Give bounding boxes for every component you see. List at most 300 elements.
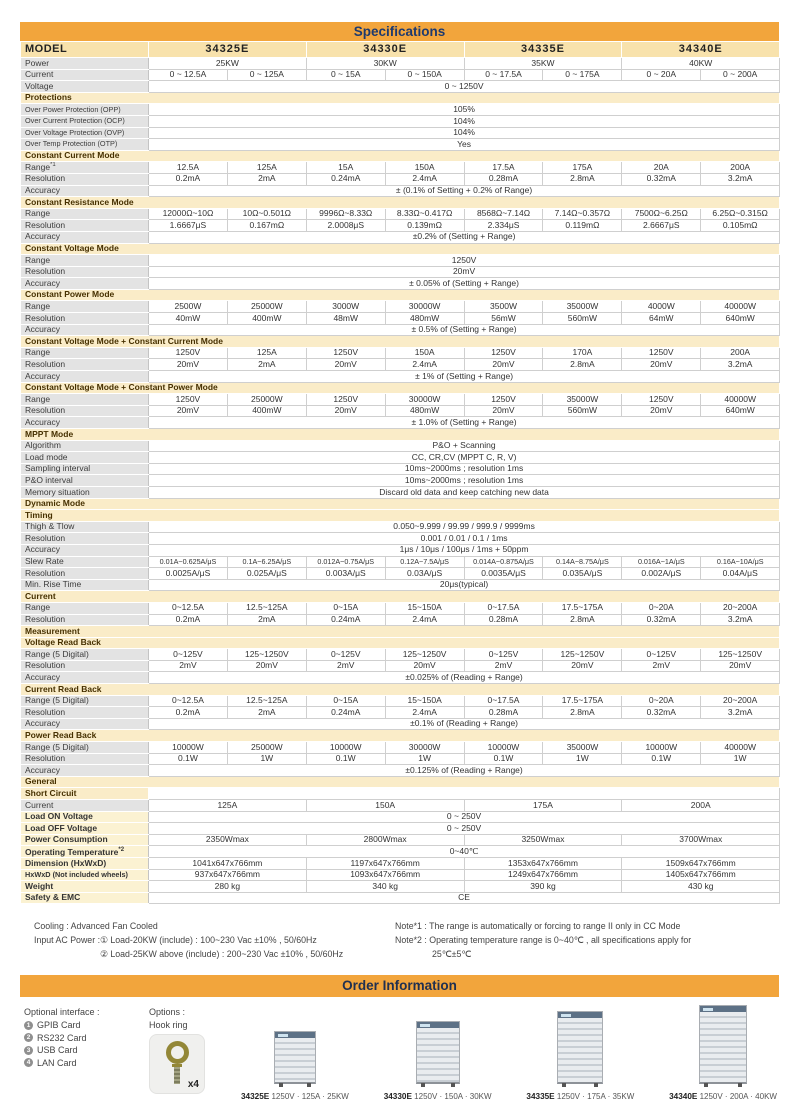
row-label xyxy=(21,440,149,452)
table-row xyxy=(21,440,780,452)
spec-value: 2.8mA xyxy=(543,173,622,185)
empty-cell xyxy=(149,788,780,800)
table-row xyxy=(21,614,780,626)
model-name: 34330E xyxy=(306,42,464,58)
table-row xyxy=(21,92,780,104)
spec-value: 2350Wmax xyxy=(149,834,307,846)
numbered-circle-icon: 1 xyxy=(24,1021,33,1030)
spec-value: 0.050~9.999 / 99.99 / 999.9 / 9999ms xyxy=(149,521,780,533)
row-label-text: Power Consumption xyxy=(25,834,108,845)
table-row xyxy=(21,637,780,649)
spec-value: 125A xyxy=(227,347,306,359)
product-description: 1250V · 175A · 35KW xyxy=(556,1092,635,1102)
table-row xyxy=(21,69,780,81)
spec-value: 2.8mA xyxy=(543,359,622,371)
spec-value: 2.4mA xyxy=(385,614,464,626)
row-label xyxy=(21,347,149,359)
section-header: Voltage Read Back xyxy=(21,637,780,649)
table-row xyxy=(21,742,780,754)
spec-value: 20mV xyxy=(701,660,780,672)
spec-value: 10ms~2000ms ; resolution 1ms xyxy=(149,475,780,487)
spec-value: 0.24mA xyxy=(306,614,385,626)
product-cabinet-image xyxy=(274,1031,316,1084)
spec-value: 480mW xyxy=(385,405,464,417)
spec-value: 480mW xyxy=(385,313,464,325)
table-row xyxy=(21,197,780,209)
input-power-line2: ② Load-25KW above (include) : 200~230 Vac ±10% , 50/60Hz xyxy=(100,948,344,959)
table-row xyxy=(21,81,780,93)
table-row xyxy=(21,649,780,661)
spec-value: 0.28mA xyxy=(464,614,543,626)
spec-value: 1μs / 10μs / 100μs / 1ms + 50ppm xyxy=(149,544,780,556)
row-label-text: Range xyxy=(25,301,51,311)
section-header: Constant Voltage Mode + Constant Current Mode xyxy=(21,336,780,348)
spec-value: 125~1250V xyxy=(227,649,306,661)
product-cabinet-part xyxy=(278,1034,288,1037)
spec-value: 0.139mΩ xyxy=(385,220,464,232)
spec-value: 105% xyxy=(149,104,780,116)
spec-value: 0.16A~10A/μS xyxy=(701,556,780,568)
row-label xyxy=(21,359,149,371)
spec-value: 1250V xyxy=(306,347,385,359)
spec-value: ±0.125% of (Reading + Range) xyxy=(149,765,780,777)
spec-value: 17.5~175A xyxy=(543,695,622,707)
hook-ring-icon xyxy=(166,1041,189,1064)
spec-value: 0~125V xyxy=(464,649,543,661)
row-label xyxy=(21,220,149,232)
spec-value: ±0.2% of (Setting + Range) xyxy=(149,231,780,243)
spec-value: 20mV xyxy=(149,266,780,278)
table-row xyxy=(21,278,780,290)
table-row xyxy=(21,684,780,696)
interface-card-item xyxy=(24,1020,149,1030)
spec-value: 3.2mA xyxy=(701,707,780,719)
spec-value: 40000W xyxy=(701,742,780,754)
table-row xyxy=(21,707,780,719)
table-row xyxy=(21,324,780,336)
spec-value: 1509x647x766mm xyxy=(622,857,780,869)
table-row xyxy=(21,429,780,441)
spec-value: 104% xyxy=(149,115,780,127)
spec-value: 2mV xyxy=(149,660,228,672)
spec-value: 0~125V xyxy=(306,649,385,661)
row-label-text: Resolution xyxy=(25,266,66,277)
spec-value: 3500W xyxy=(464,301,543,313)
table-row xyxy=(21,417,780,429)
spec-value: 20mV xyxy=(543,660,622,672)
product xyxy=(669,1005,777,1101)
spec-value: 390 kg xyxy=(464,881,622,893)
row-label xyxy=(21,463,149,475)
row-label-text: HxWxD (Not included wheels) xyxy=(25,869,128,879)
spec-value: 0~12.5A xyxy=(149,602,228,614)
spec-value: 0.32mA xyxy=(622,614,701,626)
model-name: 34340E xyxy=(622,42,780,58)
spec-value: 0.012A~0.75A/μS xyxy=(306,556,385,568)
table-row xyxy=(21,313,780,325)
spec-value: 3250Wmax xyxy=(464,834,622,846)
interface-card-item xyxy=(24,1033,149,1043)
product-cabinet-part xyxy=(738,1083,742,1087)
row-label xyxy=(21,231,149,243)
product-cabinet-part xyxy=(279,1083,283,1087)
spec-value: 20mV xyxy=(385,660,464,672)
section-header: Constant Current Mode xyxy=(21,150,780,162)
row-label xyxy=(21,452,149,464)
product-cabinet-part xyxy=(307,1083,311,1087)
spec-value: 0.1A~6.25A/μS xyxy=(227,556,306,568)
spec-value: 10000W xyxy=(306,742,385,754)
spec-value: 0~20A xyxy=(622,602,701,614)
table-row xyxy=(21,823,780,835)
spec-value: 0.035A/μS xyxy=(543,568,622,580)
optional-interface-list xyxy=(20,1005,149,1101)
row-label xyxy=(21,475,149,487)
spec-value: 0.28mA xyxy=(464,707,543,719)
spec-value: 20mV xyxy=(306,405,385,417)
spec-value: 20mV xyxy=(622,359,701,371)
table-row xyxy=(21,231,780,243)
product-cabinet-part xyxy=(421,1083,425,1087)
note-2: Note*2 : Operating temperature range is 0~40℃ , all specifications apply for xyxy=(395,934,692,945)
row-label-text: Min. Rise Time xyxy=(25,579,82,590)
table-row xyxy=(21,394,780,406)
row-label-text: Range (5 Digital) xyxy=(25,648,89,659)
spec-value: 6.25Ω~0.315Ω xyxy=(701,208,780,220)
cooling-note: Cooling : Advanced Fan Cooled xyxy=(34,921,158,932)
spec-value: 10000W xyxy=(622,742,701,754)
spec-value: 12.5A xyxy=(149,162,228,174)
table-row xyxy=(21,115,780,127)
options-item-label: Hook ring xyxy=(149,1020,188,1031)
product-model: 34325E xyxy=(241,1092,270,1102)
product-description: 1250V · 125A · 25KW xyxy=(271,1092,349,1102)
spec-value: 2.4mA xyxy=(385,707,464,719)
row-label-text: Range (5 Digital) xyxy=(25,741,89,752)
spec-value: 1W xyxy=(227,753,306,765)
spec-value: 3700Wmax xyxy=(622,834,780,846)
spec-value: 1250V xyxy=(306,394,385,406)
spec-value: 200A xyxy=(701,162,780,174)
spec-value: 1405x647x766mm xyxy=(622,869,780,881)
spec-value: 40000W xyxy=(701,394,780,406)
hook-ring-icon xyxy=(174,1067,180,1084)
spec-value: 35000W xyxy=(543,394,622,406)
row-label-text: Accuracy xyxy=(25,718,60,729)
spec-value: 10000W xyxy=(149,742,228,754)
spec-value: 3.2mA xyxy=(701,614,780,626)
model-label: MODEL xyxy=(21,42,149,58)
numbered-circle-icon: 2 xyxy=(24,1033,33,1042)
row-label-text: Accuracy xyxy=(25,370,60,381)
interface-card-label: LAN Card xyxy=(37,1057,77,1068)
row-label-text: Accuracy xyxy=(25,416,60,427)
spec-value: 2.8mA xyxy=(543,707,622,719)
table-row xyxy=(21,486,780,498)
table-row xyxy=(21,127,780,139)
spec-value: 3.2mA xyxy=(701,359,780,371)
product-cabinet-part xyxy=(704,1083,708,1087)
footnotes xyxy=(20,920,779,961)
row-label xyxy=(21,556,149,568)
table-row xyxy=(21,220,780,232)
product-cabinet-part xyxy=(420,1024,430,1027)
table-row xyxy=(21,556,780,568)
table-row xyxy=(21,811,780,823)
table-row xyxy=(21,498,780,510)
spec-value: 40KW xyxy=(622,58,780,70)
section-header: Power Read Back xyxy=(21,730,780,742)
row-label xyxy=(21,568,149,580)
hook-ring-image xyxy=(149,1034,205,1094)
spec-value: 40000W xyxy=(701,301,780,313)
spec-value: 1250V xyxy=(622,394,701,406)
spec-value: 0.119mΩ xyxy=(543,220,622,232)
spec-value: 0.03A/μS xyxy=(385,568,464,580)
row-label xyxy=(21,846,149,858)
spec-value: 2.8mA xyxy=(543,614,622,626)
spec-value: 0 ~ 20A xyxy=(622,69,701,81)
spec-value: 0 ~ 1250V xyxy=(149,81,780,93)
table-row xyxy=(21,173,780,185)
row-label xyxy=(21,811,149,823)
table-row xyxy=(21,347,780,359)
spec-value: 20mV xyxy=(149,405,228,417)
spec-value: 125A xyxy=(227,162,306,174)
spec-value: 56mW xyxy=(464,313,543,325)
section-header: Constant Voltage Mode xyxy=(21,243,780,255)
row-label xyxy=(21,301,149,313)
product-description: 1250V · 200A · 40KW xyxy=(699,1092,777,1102)
spec-value: 20mV xyxy=(227,660,306,672)
spec-value: 1W xyxy=(543,753,622,765)
spec-value: 25000W xyxy=(227,394,306,406)
spec-value: 150A xyxy=(385,347,464,359)
spec-value: 175A xyxy=(464,800,622,812)
spec-value: 640mW xyxy=(701,313,780,325)
spec-value: 0.1W xyxy=(306,753,385,765)
interface-card-label: GPIB Card xyxy=(37,1020,81,1031)
row-label-text: Resolution xyxy=(25,753,66,764)
spec-value: 15~150A xyxy=(385,602,464,614)
spec-value: 0 ~ 15A xyxy=(306,69,385,81)
row-label-text: Safety & EMC xyxy=(25,892,81,903)
spec-value: 0.002A/μS xyxy=(622,568,701,580)
spec-value: 0.2mA xyxy=(149,173,228,185)
spec-value: 0.14A~8.75A/μS xyxy=(543,556,622,568)
row-label xyxy=(21,486,149,498)
spec-value: 35000W xyxy=(543,301,622,313)
product-cabinet-image xyxy=(699,1005,747,1084)
spec-value: 0.016A~1A/μS xyxy=(622,556,701,568)
spec-value: 280 kg xyxy=(149,881,307,893)
table-row xyxy=(21,104,780,116)
spec-value: 2mA xyxy=(227,614,306,626)
numbered-circle-icon: 3 xyxy=(24,1046,33,1055)
table-row xyxy=(21,834,780,846)
spec-value: 2.4mA xyxy=(385,173,464,185)
table-row xyxy=(21,881,780,893)
product xyxy=(526,1005,634,1101)
spec-value: 20mV xyxy=(464,405,543,417)
spec-value: P&O + Scanning xyxy=(149,440,780,452)
spec-value: 2mA xyxy=(227,359,306,371)
row-label-text: Operating Temperature xyxy=(25,846,119,857)
spec-value: 0.1W xyxy=(464,753,543,765)
numbered-circle-icon: 4 xyxy=(24,1058,33,1067)
table-row xyxy=(21,405,780,417)
table-row xyxy=(21,475,780,487)
spec-value: 17.5~175A xyxy=(543,602,622,614)
spec-value: 125~1250V xyxy=(385,649,464,661)
spec-value: 1250V xyxy=(464,394,543,406)
spec-value: CC, CR,CV (MPPT C, R, V) xyxy=(149,452,780,464)
spec-value: 20mV xyxy=(464,359,543,371)
product-caption xyxy=(669,1092,777,1101)
spec-value: 3000W xyxy=(306,301,385,313)
spec-value: 8.33Ω~0.417Ω xyxy=(385,208,464,220)
table-row xyxy=(21,371,780,383)
row-label xyxy=(21,649,149,661)
spec-value: 12000Ω~10Ω xyxy=(149,208,228,220)
table-row xyxy=(21,289,780,301)
spec-value: 0~12.5A xyxy=(149,695,228,707)
spec-value: 35000W xyxy=(543,742,622,754)
row-label xyxy=(21,417,149,429)
spec-value: 0.0035A/μS xyxy=(464,568,543,580)
table-row xyxy=(21,568,780,580)
section-header: Timing xyxy=(21,510,780,522)
table-row xyxy=(21,301,780,313)
note-1: Note*1 : The range is automatically or forcing to range II only in CC Mode xyxy=(395,921,681,932)
spec-value: 170A xyxy=(543,347,622,359)
options-column xyxy=(149,1005,227,1101)
spec-value: 2.4mA xyxy=(385,359,464,371)
table-row xyxy=(21,266,780,278)
spec-value: 0.24mA xyxy=(306,173,385,185)
spec-value: 0.001 / 0.01 / 0.1 / 1ms xyxy=(149,533,780,545)
spec-value: 1250V xyxy=(149,394,228,406)
interface-card-item xyxy=(24,1058,149,1068)
row-label xyxy=(21,857,149,869)
row-label-text: Range xyxy=(25,254,51,265)
table-row xyxy=(21,544,780,556)
row-label xyxy=(21,602,149,614)
row-label xyxy=(21,324,149,336)
spec-value: 0.32mA xyxy=(622,173,701,185)
spec-value: 0 ~ 250V xyxy=(149,823,780,835)
row-label xyxy=(21,869,149,881)
product-model: 34330E xyxy=(383,1092,412,1102)
table-row xyxy=(21,243,780,255)
order-information-header: Order Information xyxy=(20,975,779,997)
spec-value: 1.6667μS xyxy=(149,220,228,232)
products xyxy=(227,1005,779,1101)
table-row xyxy=(21,602,780,614)
spec-value: 0.2mA xyxy=(149,707,228,719)
spec-value: 0 ~ 12.5A xyxy=(149,69,228,81)
table-row xyxy=(21,359,780,371)
spec-value: ± 1% of (Setting + Range) xyxy=(149,371,780,383)
row-label-text: Accuracy xyxy=(25,324,60,335)
input-power-note xyxy=(34,934,385,961)
row-label-text: Resolution xyxy=(25,567,66,578)
table-row xyxy=(21,139,780,151)
spec-value: ±0.025% of (Reading + Range) xyxy=(149,672,780,684)
product-cabinet-image xyxy=(557,1011,603,1084)
model-name: 34335E xyxy=(464,42,622,58)
row-label-text: Resolution xyxy=(25,614,66,625)
spec-value: 640mW xyxy=(701,405,780,417)
table-row xyxy=(21,208,780,220)
table-row xyxy=(21,730,780,742)
row-label xyxy=(21,69,149,81)
row-label-text: Resolution xyxy=(25,660,66,671)
row-label-text: Over Temp Protection (OTP) xyxy=(25,139,118,149)
row-label-text: Slew Rate xyxy=(25,556,64,567)
spec-value: 200A xyxy=(701,347,780,359)
spec-value: 125~1250V xyxy=(543,649,622,661)
row-label xyxy=(21,371,149,383)
row-label xyxy=(21,742,149,754)
spec-value: 1250V xyxy=(622,347,701,359)
section-header: Constant Voltage Mode + Constant Power Mode xyxy=(21,382,780,394)
spec-value: 48mW xyxy=(306,313,385,325)
spec-value: ±0.1% of (Reading + Range) xyxy=(149,718,780,730)
spec-value: 20mV xyxy=(622,405,701,417)
table-row xyxy=(21,255,780,267)
row-label xyxy=(21,881,149,893)
spec-value: 64mW xyxy=(622,313,701,325)
spec-value: 7.14Ω~0.357Ω xyxy=(543,208,622,220)
table-row xyxy=(21,382,780,394)
row-label-text: Over Current Protection (OCP) xyxy=(25,116,125,126)
spec-value: 0~20A xyxy=(622,695,701,707)
spec-value: 0.12A~7.5A/μS xyxy=(385,556,464,568)
spec-value: 1250V xyxy=(464,347,543,359)
spec-value: 10ms~2000ms ; resolution 1ms xyxy=(149,463,780,475)
spec-value: 1197x647x766mm xyxy=(306,857,464,869)
optional-interface-title: Optional interface : xyxy=(24,1007,100,1018)
spec-value: 20A xyxy=(622,162,701,174)
spec-value: 7500Ω~6.25Ω xyxy=(622,208,701,220)
spec-value: 0~40℃ xyxy=(149,846,780,858)
table-row xyxy=(21,776,780,788)
row-label-text: P&O interval xyxy=(25,474,73,485)
section-header: Measurement xyxy=(21,626,780,638)
row-label-text: Range xyxy=(25,602,51,613)
table-row xyxy=(21,463,780,475)
spec-value: 2.334μS xyxy=(464,220,543,232)
spec-value: 0 ~ 175A xyxy=(543,69,622,81)
row-label xyxy=(21,81,149,93)
product-model: 34340E xyxy=(669,1092,698,1102)
table-row xyxy=(21,510,780,522)
spec-value: 35KW xyxy=(464,58,622,70)
spec-value: 0.003A/μS xyxy=(306,568,385,580)
table-row xyxy=(21,336,780,348)
spec-value: ± 0.5% of (Setting + Range) xyxy=(149,324,780,336)
row-label-text: Resolution xyxy=(25,219,66,230)
row-label-text: Load mode xyxy=(25,451,68,462)
table-row xyxy=(21,660,780,672)
spec-value: 1093x647x766mm xyxy=(306,869,464,881)
spec-value: 0.32mA xyxy=(622,707,701,719)
row-label xyxy=(21,834,149,846)
row-label xyxy=(21,660,149,672)
row-label-text: Memory situation xyxy=(25,486,90,497)
spec-value: 20~200A xyxy=(701,695,780,707)
